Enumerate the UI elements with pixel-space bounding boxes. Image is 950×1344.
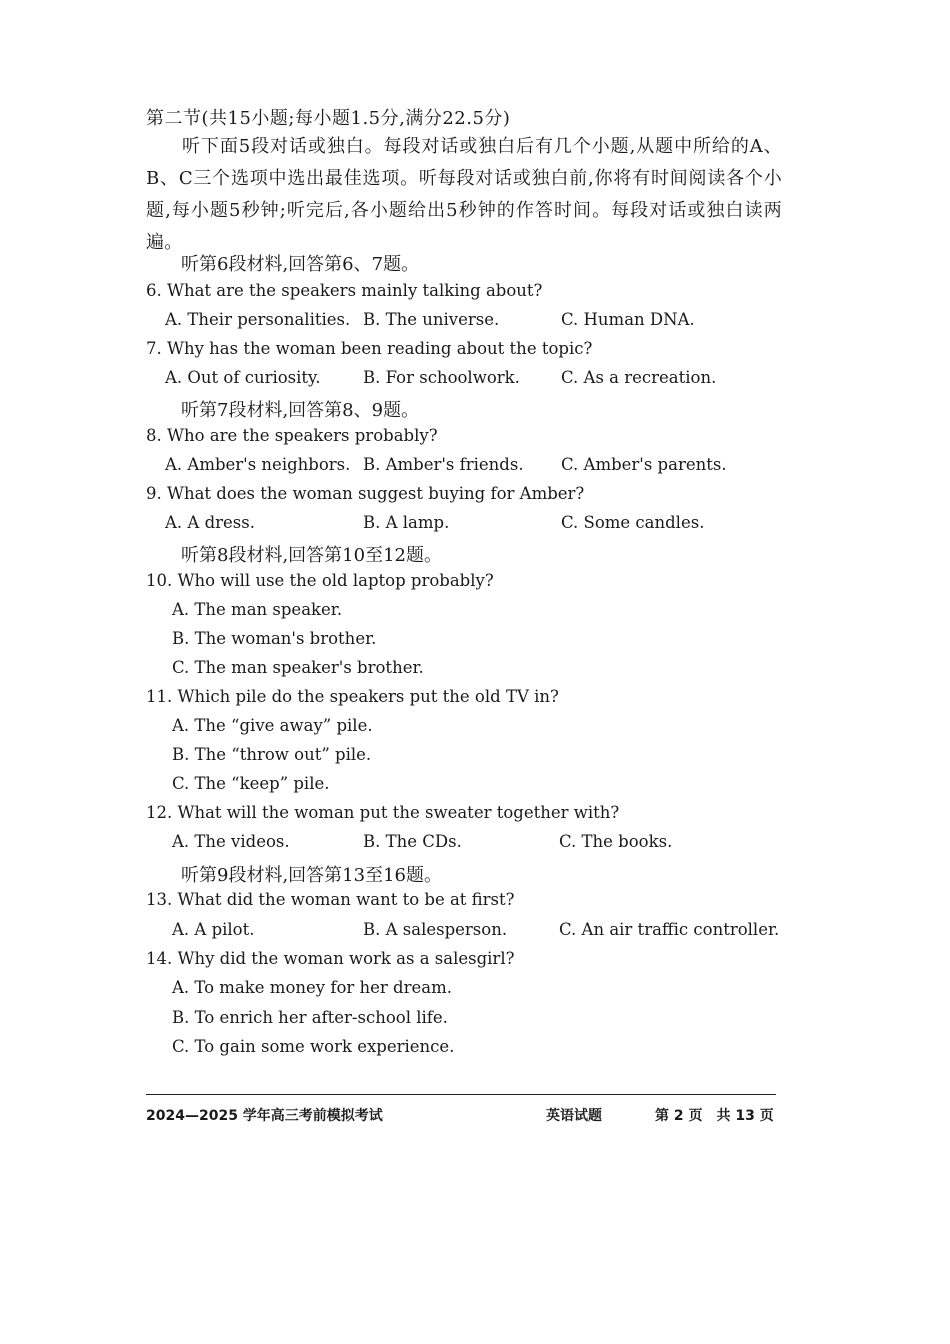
q8-option-a: A. Amber's neighbors.: [165, 455, 351, 474]
q14-option-c: C. To gain some work experience.: [172, 1037, 455, 1056]
q12-option-c: C. The books.: [559, 832, 673, 851]
q11-option-c: C. The “keep” pile.: [172, 774, 330, 793]
section-6-label: 听第6段材料,回答第6、7题。: [181, 254, 420, 275]
question-8: 8. Who are the speakers probably?: [146, 426, 438, 445]
q12-option-b: B. The CDs.: [363, 832, 462, 851]
q11-option-a: A. The “give away” pile.: [172, 716, 373, 735]
question-9: 9. What does the woman suggest buying for Amber?: [146, 484, 585, 503]
q10-option-b: B. The woman's brother.: [172, 629, 377, 648]
question-10: 10. Who will use the old laptop probably?: [146, 571, 494, 590]
footer-subject: 英语试题: [546, 1108, 602, 1124]
q10-option-a: A. The man speaker.: [172, 600, 343, 619]
q13-option-c: C. An air traffic controller.: [559, 920, 780, 939]
q8-option-c: C. Amber's parents.: [561, 455, 727, 474]
q7-option-c: C. As a recreation.: [561, 368, 717, 387]
section-8-label: 听第8段材料,回答第10至12题。: [181, 545, 442, 566]
question-14: 14. Why did the woman work as a salesgirl?: [146, 949, 515, 968]
section-7-label: 听第7段材料,回答第8、9题。: [181, 400, 420, 421]
q9-option-b: B. A lamp.: [363, 513, 450, 532]
section-9-label: 听第9段材料,回答第13至16题。: [181, 865, 442, 886]
q10-option-c: C. The man speaker's brother.: [172, 658, 424, 677]
q9-option-c: C. Some candles.: [561, 513, 705, 532]
q6-option-a: A. Their personalities.: [165, 310, 351, 329]
question-7: 7. Why has the woman been reading about the topic?: [146, 339, 593, 358]
q9-option-a: A. A dress.: [165, 513, 255, 532]
question-6: 6. What are the speakers mainly talking about?: [146, 281, 543, 300]
question-11: 11. Which pile do the speakers put the old TV in?: [146, 687, 559, 706]
q11-option-b: B. The “throw out” pile.: [172, 745, 372, 764]
q8-option-b: B. Amber's friends.: [363, 455, 524, 474]
q12-option-a: A. The videos.: [172, 832, 290, 851]
q6-option-c: C. Human DNA.: [561, 310, 695, 329]
section-header: 第二节(共15小题;每小题1.5分,满分22.5分): [146, 108, 511, 129]
question-12: 12. What will the woman put the sweater together with?: [146, 803, 620, 822]
footer-divider: [146, 1094, 776, 1095]
footer-page-number: 第 2 页 共 13 页: [655, 1108, 774, 1124]
question-13: 13. What did the woman want to be at first?: [146, 890, 515, 909]
q14-option-a: A. To make money for her dream.: [172, 978, 452, 997]
q13-option-a: A. A pilot.: [172, 920, 255, 939]
footer-exam-title: 2024—2025 学年高三考前模拟考试: [146, 1108, 383, 1124]
instructions: 听下面5段对话或独白。每段对话或独白后有几个小题,从题中所给的A、B、C三个选项中选出最佳选项。听每段对话或独白前,你将有时间阅读各个小题,每小题5秒钟;听完后,各小题给出5秒钟的作答时间。每段对话或独白读两遍。: [146, 136, 782, 253]
q6-option-b: B. The universe.: [363, 310, 500, 329]
q7-option-b: B. For schoolwork.: [363, 368, 520, 387]
q14-option-b: B. To enrich her after-school life.: [172, 1008, 448, 1027]
q7-option-a: A. Out of curiosity.: [165, 368, 321, 387]
q13-option-b: B. A salesperson.: [363, 920, 508, 939]
